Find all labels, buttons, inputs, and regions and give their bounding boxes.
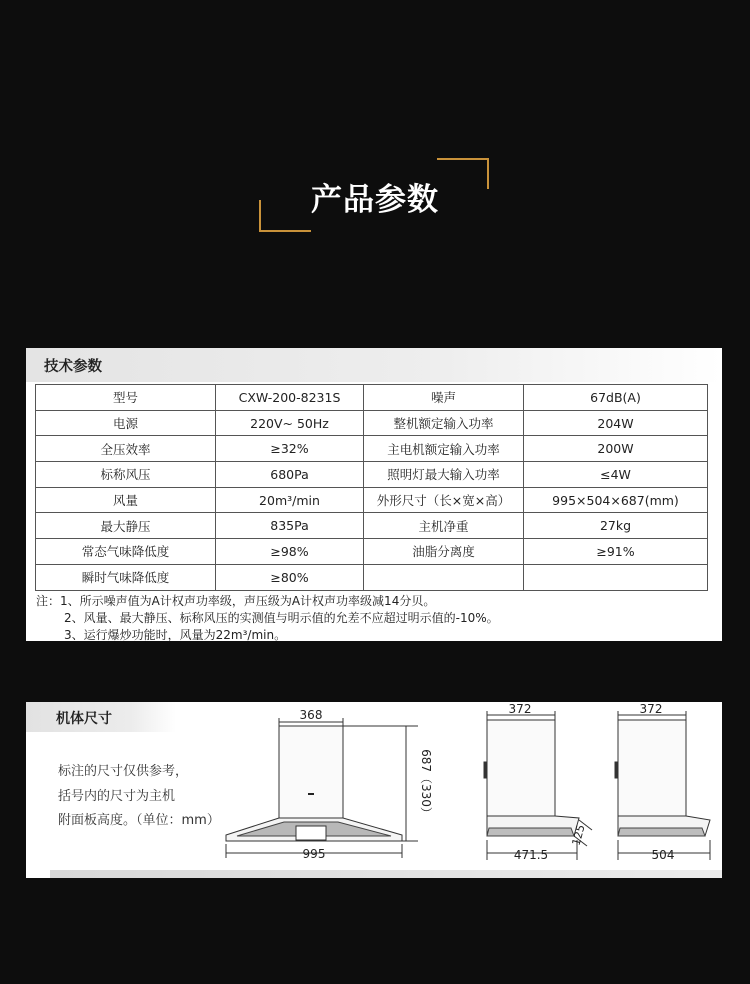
section-heading (0, 150, 750, 240)
table-row (36, 436, 708, 462)
spec-value: 220V~ 50Hz (216, 410, 364, 436)
spec-value: ≥80% (216, 564, 364, 590)
spec-label: 最大静压 (36, 513, 216, 539)
dimension-panel (26, 702, 722, 878)
spec-value: ≤4W (524, 462, 708, 488)
front-bottom-width-label: 995 (302, 847, 326, 861)
spec-value: 995×504×687(mm) (524, 487, 708, 513)
spec-label: 整机额定输入功率 (364, 410, 524, 436)
spec-label: 油脂分离度 (364, 539, 524, 565)
spec-value: ≥98% (216, 539, 364, 565)
spec-value: CXW-200-8231S (216, 385, 364, 411)
dimension-note-line: 标注的尺寸仅供参考， (58, 764, 189, 779)
spec-label (364, 564, 524, 590)
dimension-footer-bar (50, 870, 722, 878)
spec-label: 型号 (36, 385, 216, 411)
note-line: 注：1、所示噪声值为A计权声功率级，声压级为A计权声功率级减14分贝。 (36, 594, 436, 608)
table-row (36, 487, 708, 513)
spec-label: 瞬时气味降低度 (36, 564, 216, 590)
side-depth-label: 471.5 (513, 848, 549, 862)
spec-label: 全压效率 (36, 436, 216, 462)
spec-notes (36, 593, 499, 644)
spec-value: 680Pa (216, 462, 364, 488)
spec-value: 835Pa (216, 513, 364, 539)
spec-table (35, 384, 708, 591)
page-title: 产品参数 (311, 182, 439, 218)
spec-label: 主电机额定输入功率 (364, 436, 524, 462)
spec-value: 204W (524, 410, 708, 436)
table-row (36, 539, 708, 565)
spec-label: 标称风压 (36, 462, 216, 488)
note-line: 2、风量、最大静压、标称风压的实测值与明示值的允差不应超过明示值的-10%。 (64, 611, 499, 625)
spec-label: 电源 (36, 410, 216, 436)
spec-label: 风量 (36, 487, 216, 513)
spec-label: 外形尺寸（长×宽×高） (364, 487, 524, 513)
spec-label: 噪声 (364, 385, 524, 411)
spec-label: 主机净重 (364, 513, 524, 539)
front-height-label: 687（330） (419, 749, 433, 819)
spec-value: 27kg (524, 513, 708, 539)
spec-value: 20m³/min (216, 487, 364, 513)
back-view-drawing (615, 711, 710, 860)
dimension-header-title: 机体尺寸 (56, 711, 112, 727)
table-row (36, 462, 708, 488)
table-row (36, 385, 708, 411)
spec-value: 67dB(A) (524, 385, 708, 411)
hood-drawings (26, 702, 722, 878)
dimension-note-line: 括号内的尺寸为主机 (58, 788, 176, 804)
spec-header-title: 技术参数 (44, 359, 102, 375)
note-line: 3、运行爆炒功能时，风量为22m³/min。 (64, 628, 287, 642)
spec-value: ≥91% (524, 539, 708, 565)
back-top-width-label: 372 (639, 702, 663, 716)
table-row (36, 564, 708, 590)
side-angle-label: 125 (569, 823, 588, 847)
front-view-drawing (226, 718, 418, 858)
spec-header (26, 348, 722, 382)
front-top-width-label: 368 (299, 708, 323, 722)
spec-label: 常态气味降低度 (36, 539, 216, 565)
spec-value: 200W (524, 436, 708, 462)
spec-panel (26, 348, 722, 641)
table-row (36, 513, 708, 539)
side-top-width-label: 372 (508, 702, 532, 716)
back-depth-label: 504 (651, 848, 675, 862)
dimension-note-line: 附面板高度。（单位：mm） (58, 813, 220, 828)
spec-value (524, 564, 708, 590)
table-row (36, 410, 708, 436)
spec-value: ≥32% (216, 436, 364, 462)
spec-label: 照明灯最大输入功率 (364, 462, 524, 488)
